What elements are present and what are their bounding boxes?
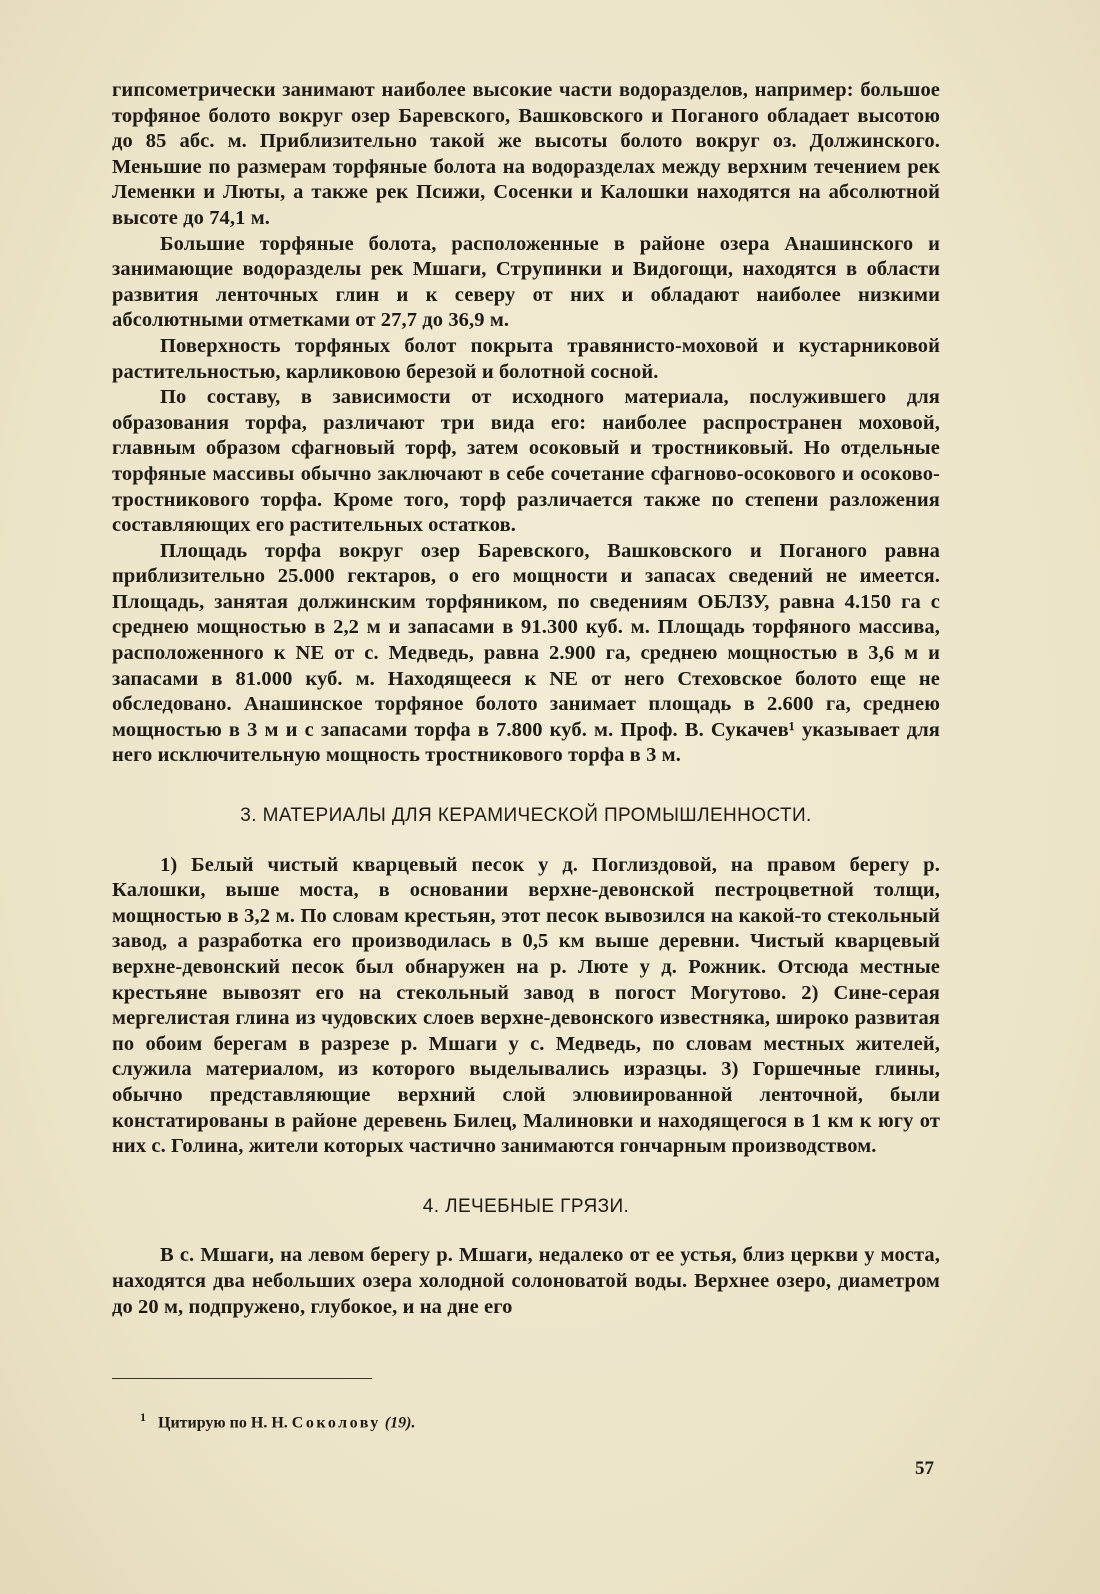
footnote-ref: (19). — [384, 1414, 416, 1432]
section-heading-ceramics: 3. МАТЕРИАЛЫ ДЛЯ КЕРАМИЧЕСКОЙ ПРОМЫШЛЕННОСТИ. — [240, 805, 812, 827]
paragraph: гипсометрически занимают наиболее высокие части водоразделов, например: большое торфяное болото вокруг озер Баревского, Вашковского и Поганого обладает высотою до 85 абс. м. Приблизительно такой же высоты болото вокруг оз. Должинского. Меньшие по размерам торфяные болота на водоразделах между верхним течением рек Леменки и Люты, а также рек Псижи, Сосенки и Калошки находятся на абсолютной высоте до 74,1 м. — [112, 79, 940, 229]
footnote-author: Соколову — [291, 1414, 381, 1432]
paragraph: Большие торфяные болота, расположенные в районе озера Анашинского и занимающие водоразделы рек Мшаги, Струпинки и Видогощи, находятся в области развития ленточных глин и к северу от них и обладают наиболее низкими абсолютными отметками от 27,7 до 36,9 м. — [112, 232, 940, 332]
paragraph: Поверхность торфяных болот покрыта травянисто-моховой и кустарниковой растительностью, карликовою березой и болотной сосной. — [112, 334, 940, 383]
paragraph: Площадь торфа вокруг озер Баревского, Вашковского и Поганого равна приблизительно 25.000 гектаров, о его мощности и запасах сведений не имеется. Площадь, занятая должинским торфяником, по сведениям ОБЛЗУ, равна 4.150 га с среднею мощностью в 2,2 м и запасами в 91.300 куб. м. Площадь торфяного массива, расположенного к NE от с. Медведь, равна 2.900 га, среднею мощностью в 3,6 м и запасами в 81.000 куб. м. Находящееся к NE от него Стеховское болото еще не обследовано. Анашинское торфяное болото занимает площадь в 2.600 га, среднею мощностью в 3 м и с запасами торфа в 7.800 куб. м. Проф. В. Сукачев¹ указывает для него исключительную мощность тростникового торфа в 3 м. — [112, 539, 940, 767]
footnote-text: Цитирую по Н. Н. — [158, 1414, 288, 1432]
main-text — [112, 78, 940, 1320]
paragraph: 1) Белый чистый кварцевый песок у д. Поглиздовой, на правом берегу р. Калошки, выше моста, в основании верхне-девонской пестроцветной толщи, мощностью в 3,2 м. По словам крестьян, этот песок вывозился на какой-то стекольный завод, а разработка его производилась в 0,5 км выше деревни. Чистый кварцевый верхне-девонский песок был обнаружен на р. Люте у д. Рожник. Отсюда местные крестьяне вывозят его на стекольный завод в погост Могутово. 2) Сине-серая мергелистая глина из чудовских слоев верхне-девонского известняка, широко развитая по обоим берегам в разрезе р. Мшаги у с. Медведь, по словам местных жителей, служила материалом, из которого выделывались изразцы. 3) Горшечные глины, обычно представляющие верхний слой элювиированной ленточной, были констатированы в районе деревень Билец, Малиновки и находящегося в 1 км к югу от них с. Голина, жители которых частично занимаются гончарным производством. — [112, 853, 940, 1158]
footnote-divider — [112, 1378, 372, 1379]
page-number: 57 — [915, 1458, 934, 1479]
footnote — [140, 1410, 415, 1432]
paragraph: В с. Мшаги, на левом берегу р. Мшаги, недалеко от ее устья, близ церкви у моста, находятся два небольших озера холодной солоноватой воды. Верхнее озеро, диаметром до 20 м, подпружено, глубокое, и на дне его — [112, 1244, 940, 1318]
paragraph: По составу, в зависимости от исходного материала, послужившего для образования торфа, различают три вида его: наиболее распространен моховой, главным образом сфагновый торф, затем осоковый и тростниковый. Но отдельные торфяные массивы обычно заключают в себе сочетание сфагново-осокового и осоково-тростникового торфа. Кроме того, торф различается также по степени разложения составляющих его растительных остатков. — [112, 386, 940, 537]
section-heading-mud: 4. ЛЕЧЕБНЫЕ ГРЯЗИ. — [422, 1195, 630, 1217]
footnote-mark: 1 — [140, 1410, 146, 1424]
